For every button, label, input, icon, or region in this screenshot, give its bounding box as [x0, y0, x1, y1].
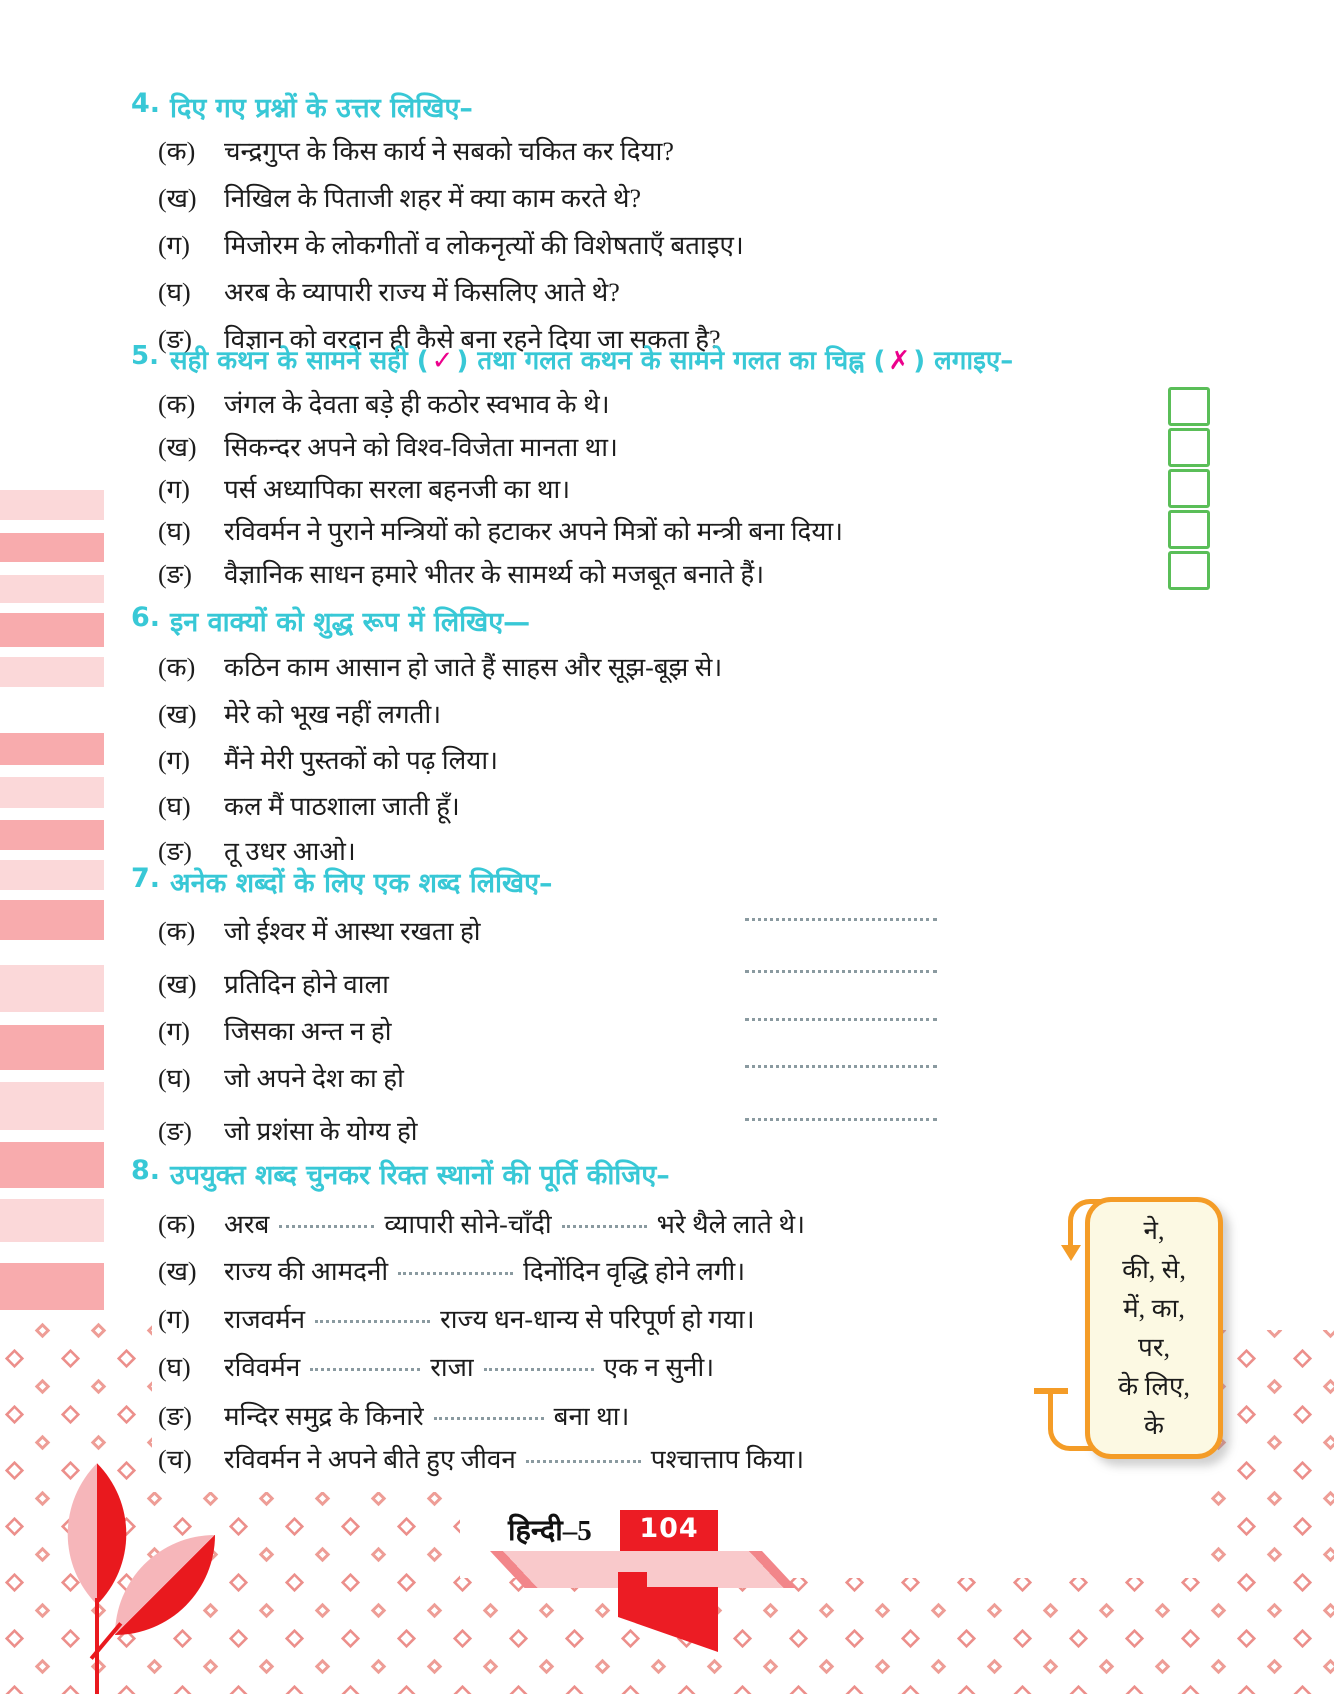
question-heading-text: इन वाक्यों को शुद्ध रूप में लिखिए— [170, 607, 531, 638]
answer-blank[interactable] [745, 1006, 937, 1021]
item-label: (च) [158, 1445, 192, 1474]
item-text: कल मैं पाठशाला जाती हूँ। [224, 792, 460, 821]
word-bank-line: के [1144, 1411, 1164, 1440]
item-label: (ङ) [158, 560, 192, 589]
true-false-checkbox[interactable] [1168, 428, 1210, 467]
sidebar-stripe [0, 733, 104, 765]
question-6-heading [131, 602, 530, 639]
item-label: (ङ) [158, 1117, 192, 1146]
question-7-heading [131, 863, 553, 900]
list-item [158, 512, 1218, 548]
item-label: (ङ) [158, 837, 192, 866]
item-label: (ग) [158, 746, 190, 775]
word-bank-line: ने, [1143, 1216, 1165, 1245]
item-label: (क) [158, 917, 196, 946]
item-text: मिजोरम के लोकगीतों व लोकनृत्यों की विशेषताएँ बताइए। [224, 231, 744, 260]
item-label: (ख) [158, 184, 197, 213]
heading-segment: सही कथन के सामने सही ( [170, 346, 429, 376]
cross-mark: ✗ [888, 346, 911, 376]
word-bank-line: के लिए, [1118, 1372, 1190, 1401]
question-4-heading [131, 88, 473, 125]
item-text: अरब के व्यापारी राज्य में किसलिए आते थे? [224, 278, 620, 307]
sidebar-stripe [0, 1082, 104, 1130]
heading-segment: ) तथा गलत कथन के सामने गलत का चिह्न ( [456, 346, 886, 376]
item-label: (ग) [158, 231, 190, 260]
fill-blank[interactable] [315, 1310, 430, 1323]
item-text: जो प्रशंसा के योग्य हो [224, 1117, 418, 1146]
check-mark: ✓ [431, 346, 454, 376]
question-heading-text: दिए गए प्रश्नों के उत्तर लिखिए– [170, 93, 473, 124]
sidebar-stripe [0, 777, 104, 808]
list-item [158, 1348, 1218, 1384]
answer-blank[interactable] [745, 1053, 937, 1068]
item-text [224, 1252, 745, 1288]
list-item [158, 912, 1218, 948]
list-item [158, 1300, 1218, 1336]
list-item [158, 1397, 1218, 1433]
item-text [224, 1205, 805, 1241]
list-item [158, 648, 1218, 684]
list-item [158, 1440, 1218, 1476]
item-label: (ख) [158, 433, 197, 462]
sentence-segment: राज्य धन-धान्य से परिपूर्ण हो गया। [440, 1305, 755, 1334]
question-number: 6. [131, 602, 161, 633]
question-heading-text: अनेक शब्दों के लिए एक शब्द लिखिए– [170, 868, 553, 899]
sidebar-stripe [0, 820, 104, 850]
item-label: (घ) [158, 792, 191, 821]
heading-segment: ) लगाइए– [913, 346, 1014, 376]
sentence-segment: बना था। [553, 1402, 630, 1431]
sidebar-stripe [0, 575, 104, 603]
sidebar-stripe [0, 1025, 104, 1070]
item-text: सिकन्दर अपने को विश्व-विजेता मानता था। [224, 433, 618, 462]
item-label: (ङ) [158, 325, 192, 354]
sentence-segment: राजा [430, 1353, 474, 1382]
list-item [158, 1112, 1218, 1148]
item-text: प्रतिदिन होने वाला [224, 970, 389, 999]
item-text [224, 1348, 714, 1384]
book-title: हिन्दी–5 [508, 1515, 592, 1547]
list-item [158, 1059, 1218, 1095]
sidebar-stripe [0, 1263, 104, 1310]
sentence-segment: रविवर्मन ने अपने बीते हुए जीवन [224, 1445, 516, 1474]
fill-blank[interactable] [484, 1358, 594, 1371]
item-text: रविवर्मन ने पुराने मन्त्रियों को हटाकर अपने मित्रों को मन्त्री बना दिया। [224, 517, 844, 546]
list-item [158, 1205, 1218, 1241]
item-text: मैंने मेरी पुस्तकों को पढ़ लिया। [224, 746, 498, 775]
item-text [224, 1397, 629, 1433]
item-text: कठिन काम आसान हो जाते हैं साहस और सूझ-बूझ से। [224, 653, 723, 682]
item-label: (क) [158, 390, 196, 419]
fill-blank[interactable] [310, 1358, 420, 1371]
item-label: (ग) [158, 1305, 190, 1334]
list-item [158, 179, 1218, 215]
list-item [158, 132, 1218, 168]
sidebar-stripe [0, 965, 104, 1012]
sidebar-stripe [0, 657, 104, 687]
item-text: जो ईश्वर में आस्था रखता हो [224, 917, 481, 946]
true-false-checkbox[interactable] [1168, 469, 1210, 508]
item-label: (ग) [158, 1017, 190, 1046]
question-5-heading [131, 341, 1013, 377]
item-label: (घ) [158, 1064, 191, 1093]
word-bank-line: पर, [1138, 1333, 1170, 1362]
item-text: चन्द्रगुप्त के किस कार्य ने सबको चकित कर दिया? [224, 137, 674, 166]
fill-blank[interactable] [398, 1262, 513, 1275]
true-false-checkbox[interactable] [1168, 387, 1210, 426]
list-item [158, 1252, 1218, 1288]
item-label: (घ) [158, 1353, 191, 1382]
list-item [158, 273, 1218, 309]
list-item [158, 965, 1218, 1001]
item-text: जिसका अन्त न हो [224, 1017, 392, 1046]
item-label: (घ) [158, 517, 191, 546]
word-bank-line: की, से, [1122, 1255, 1186, 1284]
item-label: (ग) [158, 475, 190, 504]
item-text: तू उधर आओ। [224, 837, 356, 866]
question-heading-text: उपयुक्त शब्द चुनकर रिक्त स्थानों की पूर्ति कीजिए– [170, 1160, 670, 1191]
sidebar-stripe [0, 1142, 104, 1188]
item-text: जंगल के देवता बड़े ही कठोर स्वभाव के थे। [224, 390, 610, 419]
item-label: (क) [158, 1210, 196, 1239]
true-false-checkbox[interactable] [1168, 551, 1210, 590]
item-label: (ख) [158, 1257, 197, 1286]
question-heading-text [170, 341, 1013, 377]
sentence-segment: पश्चात्ताप किया। [650, 1445, 805, 1474]
answer-blank[interactable] [745, 1106, 937, 1121]
list-item [158, 787, 1218, 823]
item-text: पर्स अध्यापिका सरला बहनजी का था। [224, 475, 571, 504]
sidebar-stripe [0, 613, 104, 647]
list-item [158, 555, 1218, 591]
question-number: 5. [131, 341, 159, 371]
sidebar-stripe [0, 490, 104, 520]
answer-blank[interactable] [745, 906, 937, 921]
question-number: 7. [131, 863, 161, 894]
word-bank-line: में, का, [1123, 1294, 1185, 1323]
item-text: जो अपने देश का हो [224, 1064, 404, 1093]
sentence-segment: राज्य की आमदनी [224, 1257, 389, 1286]
page-number: 104 [639, 1513, 699, 1544]
sentence-segment: व्यापारी सोने-चाँदी [384, 1210, 552, 1239]
question-number: 4. [131, 88, 161, 119]
sentence-segment: राजवर्मन [224, 1305, 306, 1334]
sentence-segment: मन्दिर समुद्र के किनारे [224, 1402, 424, 1431]
list-item [158, 226, 1218, 262]
answer-blank[interactable] [745, 958, 937, 973]
sentence-segment: अरब [224, 1210, 270, 1239]
list-item [158, 385, 1218, 421]
list-item [158, 695, 1218, 731]
fill-blank[interactable] [279, 1215, 374, 1228]
item-label: (घ) [158, 278, 191, 307]
fill-blank[interactable] [562, 1215, 647, 1228]
list-item [158, 1012, 1218, 1048]
question-8-heading [131, 1155, 670, 1192]
sentence-segment: भरे थैले लाते थे। [656, 1210, 805, 1239]
item-text: वैज्ञानिक साधन हमारे भीतर के सामर्थ्य को मजबूत बनाते हैं। [224, 560, 765, 589]
item-text: मेरे को भूख नहीं लगती। [224, 700, 442, 729]
list-item [158, 741, 1218, 777]
item-label: (ङ) [158, 1402, 192, 1431]
fill-blank[interactable] [434, 1407, 544, 1420]
item-text [224, 1440, 804, 1476]
item-label: (ख) [158, 700, 197, 729]
word-bank [1085, 1197, 1223, 1459]
sentence-segment: एक न सुनी। [603, 1353, 715, 1382]
item-text: निखिल के पिताजी शहर में क्या काम करते थे? [224, 184, 642, 213]
sidebar-stripe [0, 900, 104, 940]
sentence-segment: रविवर्मन [224, 1353, 301, 1382]
list-item [158, 428, 1218, 464]
item-text [224, 1300, 755, 1336]
true-false-checkbox[interactable] [1168, 510, 1210, 549]
list-item [158, 470, 1218, 506]
sidebar-stripe [0, 1199, 104, 1242]
item-label: (ख) [158, 970, 197, 999]
word-bank-tail-cap [1034, 1388, 1068, 1394]
sidebar-stripe [0, 533, 104, 562]
question-number: 8. [131, 1155, 161, 1186]
sidebar-stripe [0, 860, 104, 890]
item-label: (क) [158, 653, 196, 682]
fill-blank[interactable] [526, 1450, 641, 1463]
sentence-segment: दिनोंदिन वृद्धि होने लगी। [523, 1257, 746, 1286]
item-label: (क) [158, 137, 196, 166]
item-text: विज्ञान को वरदान ही कैसे बना रहने दिया जा सकता है? [224, 325, 721, 354]
